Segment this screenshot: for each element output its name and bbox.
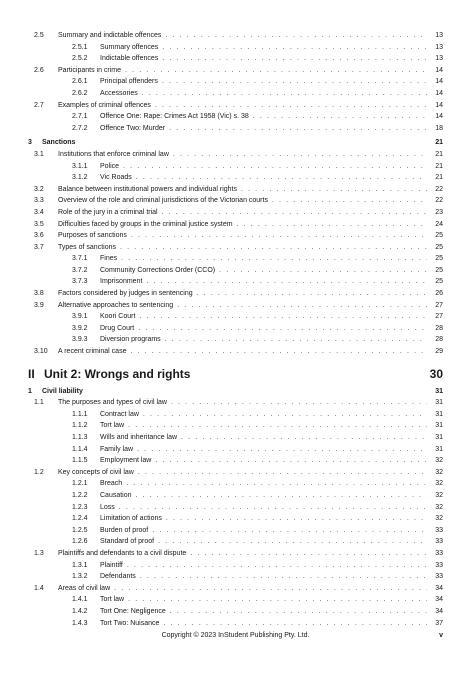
toc-entry-title: Employment law <box>100 457 152 465</box>
toc-entry-page: 24 <box>435 220 443 228</box>
toc-entry-title: Standard of proof <box>100 538 155 546</box>
dot-leader <box>130 346 427 358</box>
toc-entry-page: 26 <box>435 290 443 298</box>
toc-entry-sec[interactable] <box>28 583 443 595</box>
toc-entry-title: Sanctions <box>42 139 76 147</box>
toc-entry-number: 1.3 <box>34 549 44 557</box>
dot-leader <box>171 397 427 409</box>
toc-entry-title: Tort law <box>100 422 125 430</box>
toc-entry-number: 2.7 <box>34 101 44 109</box>
toc-entry-page: 34 <box>435 596 443 604</box>
dot-leader <box>177 300 427 312</box>
table-of-contents <box>28 30 443 629</box>
dot-leader <box>173 149 427 161</box>
toc-entry-title: Accessories <box>100 89 138 97</box>
dot-leader <box>155 100 427 112</box>
dot-leader <box>272 195 427 207</box>
toc-entry-page: 25 <box>435 278 443 286</box>
toc-entry-title: Plaintiffs and defendants to a civil dispute <box>58 549 187 557</box>
toc-entry-page: 34 <box>435 607 443 615</box>
toc-entry-sub[interactable] <box>28 111 443 123</box>
toc-entry-sec[interactable] <box>28 467 443 479</box>
toc-entry-sec[interactable] <box>28 242 443 254</box>
dot-leader <box>165 30 427 42</box>
dot-leader <box>253 111 427 123</box>
toc-entry-title: Summary offences <box>100 43 159 51</box>
toc-entry-sec[interactable] <box>28 397 443 409</box>
toc-entry-number: 3.7 <box>34 243 44 251</box>
toc-entry-page: 21 <box>435 162 443 170</box>
dot-leader <box>170 606 427 618</box>
toc-entry-sub[interactable] <box>28 53 443 65</box>
page-number: v <box>439 632 443 639</box>
toc-entry-page: 13 <box>435 32 443 39</box>
dot-leader <box>237 219 427 231</box>
toc-entry-number: 3.8 <box>34 290 44 298</box>
toc-entry-sec[interactable] <box>28 65 443 77</box>
toc-entry-title: Unit 2: Wrongs and rights <box>44 366 191 381</box>
toc-entry-page: 21 <box>435 174 443 182</box>
toc-entry-page: 31 <box>435 434 443 441</box>
toc-entry-page: 21 <box>435 139 443 147</box>
toc-entry-chap[interactable] <box>28 386 443 398</box>
toc-entry-title: Causation <box>100 491 132 499</box>
toc-entry-number: 3.4 <box>34 208 44 216</box>
toc-entry-title: Key concepts of civil law <box>58 468 134 476</box>
toc-entry-page: 33 <box>435 561 443 569</box>
toc-entry-sec[interactable] <box>28 149 443 161</box>
toc-entry-number: 1.2.6 <box>72 538 88 546</box>
toc-entry-title: Wills and inheritance law <box>100 434 178 441</box>
toc-entry-page: 32 <box>435 480 443 488</box>
toc-entry-title: Principal offenders <box>100 78 158 86</box>
toc-entry-sub[interactable] <box>28 323 443 335</box>
toc-entry-sub[interactable] <box>28 265 443 277</box>
toc-entry-page: 13 <box>435 43 443 51</box>
toc-entry-page: 22 <box>435 185 443 193</box>
toc-entry-sub[interactable] <box>28 276 443 288</box>
toc-entry-number: 2.5.2 <box>72 55 88 63</box>
toc-entry-page: 30 <box>429 366 443 381</box>
toc-entry-title: Institutions that enforce criminal law <box>58 150 169 158</box>
toc-entry-title: Family law <box>100 445 134 453</box>
toc-entry-page: 14 <box>435 89 443 97</box>
toc-entry-sub[interactable] <box>28 513 443 525</box>
toc-entry-sec[interactable] <box>28 100 443 112</box>
toc-entry-title: Difficulties faced by groups in the criminal justice system <box>58 220 233 228</box>
toc-entry-title: Areas of civil law <box>58 584 111 592</box>
toc-entry-title: Defendants <box>100 573 136 581</box>
toc-entry-title: Balance between institutional powers and individual rights <box>58 185 237 193</box>
toc-entry-page: 27 <box>435 301 443 309</box>
toc-entry-page: 25 <box>435 266 443 274</box>
toc-entry-sub[interactable] <box>28 409 443 421</box>
toc-entry-number: 3.1.1 <box>72 162 88 170</box>
toc-entry-number: 3.3 <box>34 197 44 205</box>
toc-entry-sub[interactable] <box>28 560 443 572</box>
toc-entry-number: 3.9.1 <box>72 313 88 321</box>
toc-entry-page: 23 <box>435 208 443 216</box>
dot-leader <box>169 123 427 135</box>
dot-leader <box>152 525 427 537</box>
toc-entry-title: Examples of criminal offences <box>58 101 151 109</box>
toc-entry-page: 14 <box>435 113 443 121</box>
toc-entry-sec[interactable] <box>28 184 443 196</box>
dot-leader <box>241 184 427 196</box>
toc-entry-sub[interactable] <box>28 478 443 490</box>
toc-entry-number: 1.2.4 <box>72 515 88 523</box>
toc-entry-chap[interactable] <box>28 137 443 149</box>
toc-entry-page: 14 <box>435 101 443 109</box>
dot-leader <box>126 478 427 490</box>
toc-entry-number: 1.4.3 <box>72 619 88 627</box>
toc-entry-title: Participants in crime <box>58 66 122 74</box>
toc-entry-sub[interactable] <box>28 490 443 502</box>
toc-entry-sub[interactable] <box>28 311 443 323</box>
toc-entry-page: 32 <box>435 503 443 511</box>
toc-entry-page: 14 <box>435 66 443 74</box>
toc-entry-number: II <box>28 366 35 381</box>
toc-entry-sec[interactable] <box>28 346 443 358</box>
toc-entry-page: 13 <box>435 55 443 63</box>
toc-entry-number: 1.4.2 <box>72 607 88 615</box>
toc-entry-title: Burden of proof <box>100 526 149 534</box>
toc-entry-number: 1.2.3 <box>72 503 88 511</box>
dot-leader <box>162 42 427 54</box>
toc-entry-sec[interactable] <box>28 30 443 42</box>
toc-entry-number: 1.2.2 <box>72 491 88 499</box>
toc-entry-number: 1 <box>28 387 32 395</box>
toc-entry-sub[interactable] <box>28 432 443 444</box>
toc-entry-sec[interactable] <box>28 288 443 300</box>
toc-entry-sub[interactable] <box>28 444 443 456</box>
dot-leader <box>119 502 427 514</box>
toc-entry-sub[interactable] <box>28 525 443 537</box>
dot-leader <box>190 548 427 560</box>
toc-entry-page: 31 <box>435 422 443 430</box>
toc-entry-page: 28 <box>435 324 443 332</box>
dot-leader <box>163 618 427 630</box>
toc-entry-number: 1.1.4 <box>72 445 88 453</box>
toc-entry-number: 3 <box>28 139 32 147</box>
toc-entry-page: 22 <box>435 197 443 205</box>
dot-leader <box>125 65 427 77</box>
toc-entry-sub[interactable] <box>28 253 443 265</box>
toc-entry-number: 1.2.5 <box>72 526 88 534</box>
toc-entry-number: 1.1.3 <box>72 434 88 441</box>
toc-entry-page: 32 <box>435 491 443 499</box>
toc-entry-number: 1.2 <box>34 468 44 476</box>
toc-entry-title: Tort Two: Nuisance <box>100 619 160 627</box>
toc-entry-title: Role of the jury in a criminal trial <box>58 208 158 216</box>
toc-entry-page: 31 <box>435 399 443 407</box>
toc-entry-number: 3.9.2 <box>72 324 88 332</box>
toc-entry-title: Factors considered by judges in sentencing <box>58 290 193 298</box>
toc-entry-number: 3.1 <box>34 150 44 158</box>
toc-entry-number: 1.4.1 <box>72 596 88 604</box>
toc-entry-title: Types of sanctions <box>58 243 116 251</box>
toc-entry-number: 1.1.1 <box>72 410 88 418</box>
toc-entry-sec[interactable] <box>28 300 443 312</box>
toc-entry-title: Police <box>100 162 120 170</box>
toc-entry-page: 21 <box>435 150 443 158</box>
toc-entry-title: Plaintiff <box>100 561 123 569</box>
toc-entry-title: Diversion programs <box>100 336 161 344</box>
toc-entry-sub[interactable] <box>28 571 443 583</box>
dot-leader <box>137 444 427 456</box>
toc-entry-sub[interactable] <box>28 502 443 514</box>
toc-entry-page: 33 <box>435 538 443 546</box>
dot-leader <box>219 265 427 277</box>
toc-entry-title: Tort law <box>100 596 125 604</box>
toc-entry-title: Offence One: Rape: Crimes Act 1958 (Vic) s. 38 <box>100 113 249 121</box>
dot-leader <box>114 583 427 595</box>
toc-entry-title: Indictable offences <box>100 55 159 63</box>
toc-entry-sub[interactable] <box>28 42 443 54</box>
toc-entry-sec[interactable] <box>28 548 443 560</box>
toc-entry-sub[interactable] <box>28 123 443 135</box>
toc-entry-number: 2.7.2 <box>72 124 88 132</box>
dot-leader <box>139 311 427 323</box>
toc-entry-number: 3.6 <box>34 232 44 240</box>
toc-entry-unit[interactable] <box>28 364 443 384</box>
toc-entry-number: 3.2 <box>34 185 44 193</box>
toc-entry-number: 1.2.1 <box>72 480 88 488</box>
dot-leader <box>142 88 427 100</box>
toc-entry-title: Drug Court <box>100 324 135 332</box>
toc-entry-sub[interactable] <box>28 594 443 606</box>
toc-entry-sub[interactable] <box>28 455 443 467</box>
dot-leader <box>121 253 427 265</box>
toc-entry-page: 18 <box>435 124 443 132</box>
toc-entry-sub[interactable] <box>28 161 443 173</box>
dot-leader <box>136 490 427 502</box>
toc-entry-number: 2.6.1 <box>72 78 88 86</box>
dot-leader <box>146 276 427 288</box>
toc-entry-number: 1.1 <box>34 399 44 407</box>
toc-entry-sub[interactable] <box>28 618 443 630</box>
toc-entry-title: Tort One: Negligence <box>100 607 166 615</box>
toc-entry-title: Offence Two: Murder <box>100 124 166 132</box>
dot-leader <box>158 536 427 548</box>
toc-entry-page: 34 <box>435 584 443 592</box>
toc-entry-page: 33 <box>435 526 443 534</box>
toc-entry-sub[interactable] <box>28 536 443 548</box>
dot-leader <box>166 513 427 525</box>
toc-entry-sub[interactable] <box>28 172 443 184</box>
toc-entry-page: 33 <box>435 549 443 557</box>
toc-entry-title: The purposes and types of civil law <box>58 399 167 407</box>
toc-entry-sub[interactable] <box>28 88 443 100</box>
dot-leader <box>155 455 427 467</box>
toc-entry-page: 31 <box>435 445 443 453</box>
toc-entry-title: Imprisonment <box>100 278 143 286</box>
dot-leader <box>136 172 427 184</box>
toc-entry-title: Vic Roads <box>100 174 132 182</box>
toc-entry-number: 2.5.1 <box>72 43 88 51</box>
dot-leader <box>128 594 427 606</box>
dot-leader <box>138 467 427 479</box>
toc-entry-number: 3.7.3 <box>72 278 88 286</box>
toc-entry-page: 32 <box>435 457 443 465</box>
toc-entry-title: Summary and indictable offences <box>58 32 162 39</box>
toc-entry-title: Alternative approaches to sentencing <box>58 301 174 309</box>
toc-entry-number: 3.5 <box>34 220 44 228</box>
dot-leader <box>162 53 427 65</box>
dot-leader <box>162 207 427 219</box>
dot-leader <box>140 571 427 583</box>
toc-entry-page: 28 <box>435 336 443 344</box>
dot-leader <box>165 334 427 346</box>
toc-entry-number: 2.6 <box>34 66 44 74</box>
dot-leader <box>128 420 427 432</box>
toc-entry-title: A recent criminal case <box>58 348 127 356</box>
toc-entry-title: Fines <box>100 255 118 263</box>
toc-entry-number: 3.10 <box>34 348 48 356</box>
toc-entry-page: 33 <box>435 573 443 581</box>
toc-entry-page: 31 <box>435 387 443 395</box>
toc-entry-number: 3.9 <box>34 301 44 309</box>
toc-entry-title: Community Corrections Order (CCO) <box>100 266 216 274</box>
toc-entry-page: 32 <box>435 468 443 476</box>
dot-leader <box>143 409 427 421</box>
toc-entry-title: Breach <box>100 480 123 488</box>
toc-entry-page: 25 <box>435 232 443 240</box>
dot-leader <box>138 323 427 335</box>
toc-entry-sub[interactable] <box>28 76 443 88</box>
toc-entry-title: Loss <box>100 503 115 511</box>
toc-entry-page: 29 <box>435 348 443 356</box>
toc-entry-sub[interactable] <box>28 334 443 346</box>
toc-entry-title: Contract law <box>100 410 139 418</box>
dot-leader <box>120 242 427 254</box>
dot-leader <box>197 288 427 300</box>
toc-entry-number: 2.5 <box>34 32 44 39</box>
toc-entry-page: 37 <box>435 619 443 627</box>
dot-leader <box>131 230 427 242</box>
toc-entry-number: 1.1.5 <box>72 457 88 465</box>
toc-entry-sub[interactable] <box>28 420 443 432</box>
toc-entry-title: Overview of the role and criminal jurisdictions of the Victorian courts <box>58 197 268 205</box>
toc-entry-page: 27 <box>435 313 443 321</box>
toc-entry-number: 1.1.2 <box>72 422 88 430</box>
toc-entry-number: 1.4 <box>34 584 44 592</box>
toc-entry-page: 25 <box>435 255 443 263</box>
copyright-text: Copyright © 2023 InStudent Publishing Pty. Ltd. <box>161 632 310 639</box>
dot-leader <box>181 432 427 444</box>
toc-entry-sec[interactable] <box>28 219 443 231</box>
toc-entry-sub[interactable] <box>28 606 443 618</box>
toc-entry-sec[interactable] <box>28 230 443 242</box>
toc-entry-page: 31 <box>435 410 443 418</box>
toc-entry-number: 1.3.1 <box>72 561 88 569</box>
toc-entry-title: Purposes of sanctions <box>58 232 127 240</box>
toc-entry-sec[interactable] <box>28 207 443 219</box>
toc-entry-number: 2.7.1 <box>72 113 88 121</box>
toc-entry-number: 2.6.2 <box>72 89 88 97</box>
toc-entry-number: 1.3.2 <box>72 573 88 581</box>
toc-entry-number: 3.7.1 <box>72 255 88 263</box>
toc-entry-sec[interactable] <box>28 195 443 207</box>
toc-entry-page: 32 <box>435 515 443 523</box>
dot-leader <box>162 76 427 88</box>
toc-entry-page: 25 <box>435 243 443 251</box>
toc-entry-number: 3.1.2 <box>72 174 88 182</box>
toc-entry-page: 14 <box>435 78 443 86</box>
toc-entry-number: 3.9.3 <box>72 336 88 344</box>
toc-entry-title: Civil liability <box>42 387 83 395</box>
dot-leader <box>127 560 427 572</box>
toc-entry-title: Koori Court <box>100 313 136 321</box>
dot-leader <box>123 161 427 173</box>
toc-entry-title: Limitation of actions <box>100 515 162 523</box>
toc-entry-number: 3.7.2 <box>72 266 88 274</box>
